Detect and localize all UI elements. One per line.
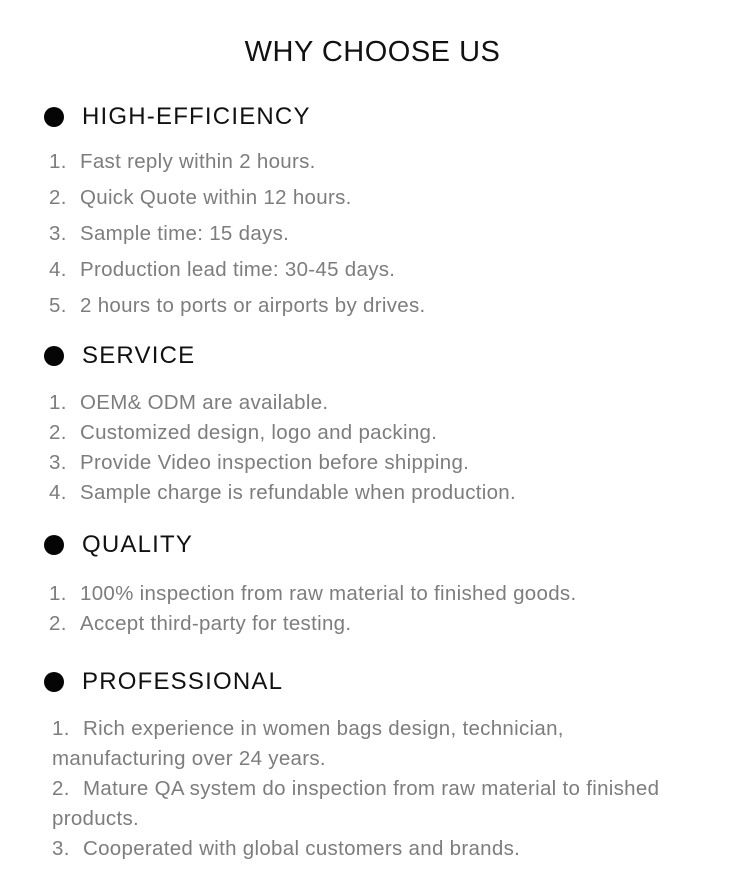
item-number: 2.: [52, 777, 70, 800]
item-text: Rich experience in women bags design, technician, manufacturing over 24 years.: [52, 717, 564, 770]
item-number: 1.: [52, 717, 70, 740]
page-title: WHY CHOOSE US: [244, 36, 501, 68]
quality-list: [49, 579, 576, 639]
item-number: 1.: [49, 582, 67, 605]
section-header-service: [44, 341, 195, 371]
list-item: [49, 288, 426, 324]
item-text: Accept third-party for testing.: [80, 612, 352, 635]
section-header-professional: [44, 667, 283, 697]
item-text: Provide Video inspection before shipping.: [80, 451, 470, 474]
section-title: QUALITY: [82, 531, 194, 558]
list-item: [52, 714, 692, 774]
bullet-dot-icon: [44, 107, 64, 127]
list-item: [49, 388, 516, 418]
item-text: Production lead time: 30-45 days.: [80, 258, 396, 281]
list-item: [49, 478, 516, 508]
item-number: 5.: [49, 294, 67, 317]
list-item: [49, 216, 426, 252]
item-text: Mature QA system do inspection from raw material to finished products.: [52, 777, 660, 830]
item-number: 2.: [49, 186, 67, 209]
section-header-quality: [44, 530, 193, 560]
bullet-dot-icon: [44, 672, 64, 692]
item-number: 4.: [49, 258, 67, 281]
list-item: [49, 579, 576, 609]
item-text: Sample time: 15 days.: [80, 222, 290, 245]
item-text: Cooperated with global customers and brands.: [83, 837, 521, 860]
bullet-dot-icon: [44, 535, 64, 555]
item-number: 3.: [52, 837, 70, 860]
item-number: 4.: [49, 481, 67, 504]
list-item: [49, 144, 426, 180]
item-text: OEM& ODM are available.: [80, 391, 329, 414]
item-number: 2.: [49, 421, 67, 444]
list-item: [49, 252, 426, 288]
section-title: PROFESSIONAL: [82, 668, 284, 695]
item-text: 100% inspection from raw material to finished goods.: [80, 582, 577, 605]
professional-list: [52, 714, 692, 864]
service-list: [49, 388, 516, 508]
section-title: HIGH-EFFICIENCY: [82, 103, 311, 130]
item-number: 3.: [49, 451, 67, 474]
item-number: 3.: [49, 222, 67, 245]
item-text: Customized design, logo and packing.: [80, 421, 438, 444]
high-efficiency-list: [49, 144, 426, 324]
list-item: [49, 448, 516, 478]
list-item: [52, 834, 692, 864]
item-text: Sample charge is refundable when production.: [80, 481, 516, 504]
item-text: 2 hours to ports or airports by drives.: [80, 294, 426, 317]
list-item: [49, 418, 516, 448]
item-text: Fast reply within 2 hours.: [80, 150, 316, 173]
list-item: [52, 774, 692, 834]
list-item: [49, 180, 426, 216]
item-number: 1.: [49, 150, 67, 173]
item-text: Quick Quote within 12 hours.: [80, 186, 352, 209]
section-header-high-efficiency: [44, 102, 311, 132]
bullet-dot-icon: [44, 346, 64, 366]
list-item: [49, 609, 576, 639]
item-number: 1.: [49, 391, 67, 414]
section-title: SERVICE: [82, 342, 196, 369]
item-number: 2.: [49, 612, 67, 635]
